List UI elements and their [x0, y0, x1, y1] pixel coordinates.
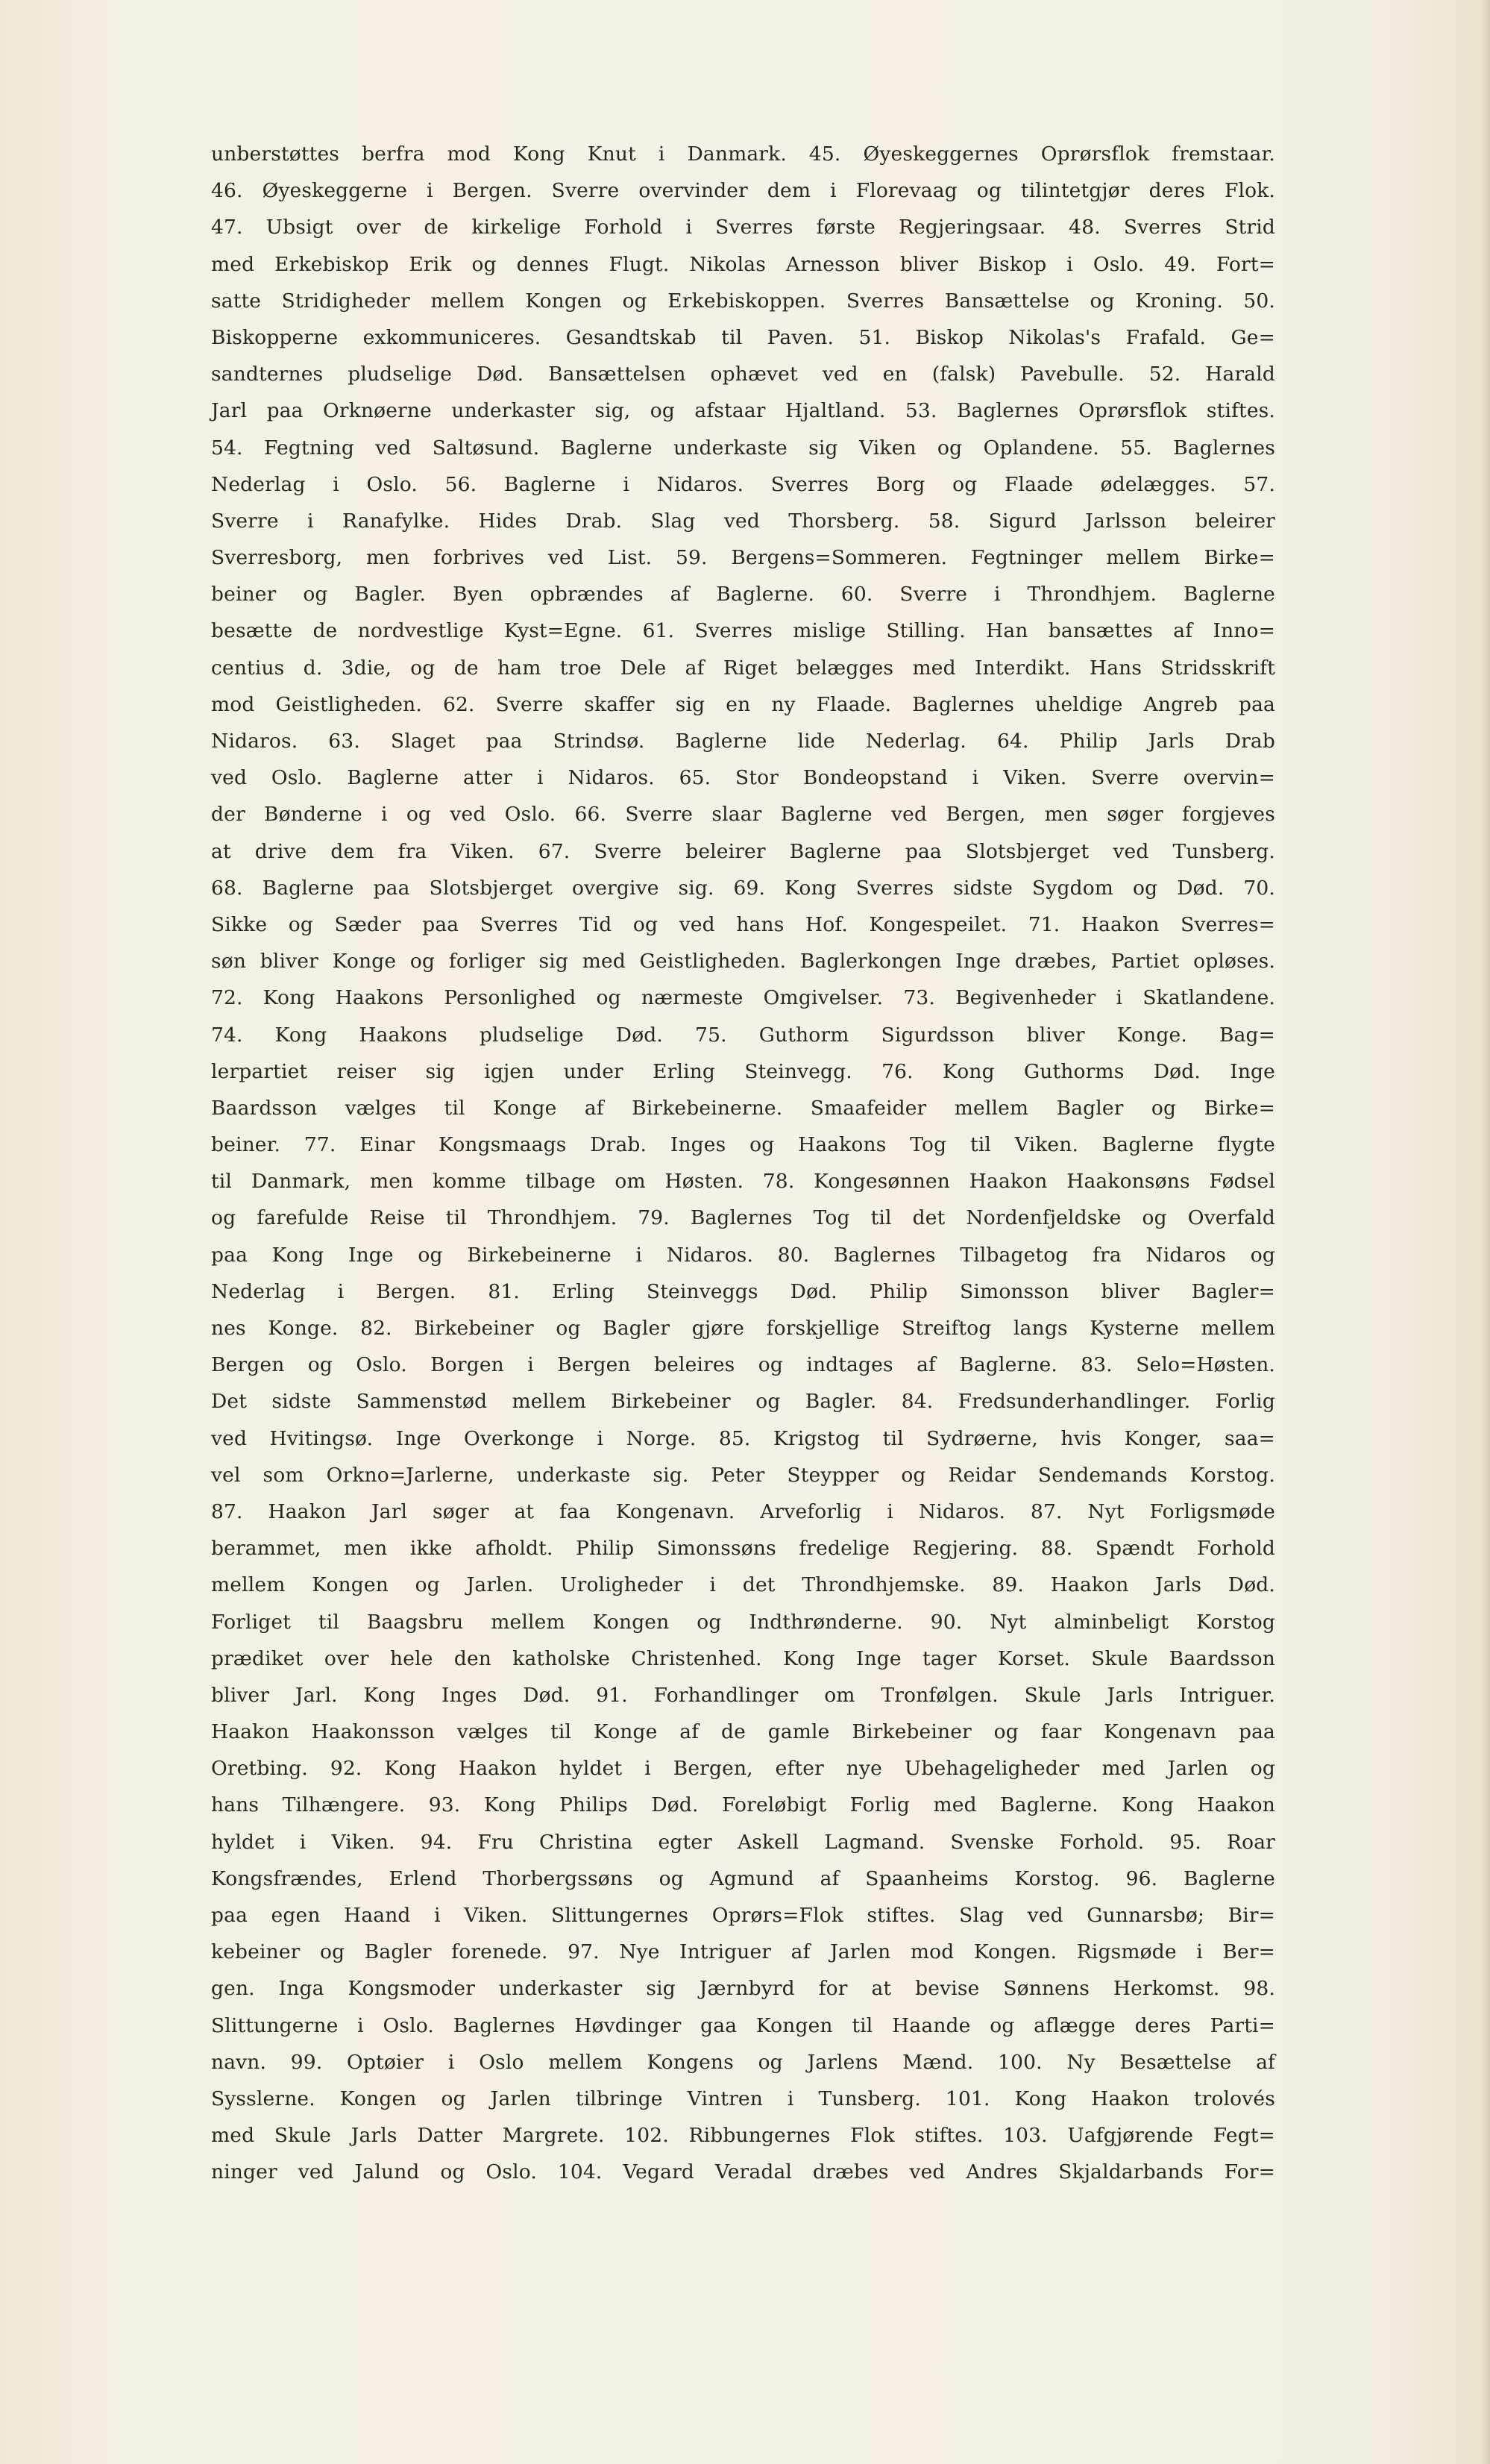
text-line: Jarl paa Orknøerne underkaster sig, og afstaar Hjaltland. 53. Baglernes Oprørsflok stiftes.	[211, 399, 1275, 423]
text-line: Det sidste Sammenstød mellem Birkebeiner og Bagler. 84. Fredsunderhandlinger. Forlig	[211, 1390, 1275, 1414]
text-line: 46. Øyeskeggerne i Bergen. Sverre overvinder dem i Florevaag og tilintetgjør deres Flok.	[211, 179, 1275, 203]
text-line: søn bliver Konge og forliger sig med Geistligheden. Baglerkongen Inge dræbes, Partiet opløses.	[211, 950, 1275, 974]
text-line: ninger ved Jalund og Oslo. 104. Vegard Veradal dræbes ved Andres Skjaldarbands For=	[211, 2160, 1275, 2184]
text-line: lerpartiet reiser sig igjen under Erling Steinvegg. 76. Kong Guthorms Død. Inge	[211, 1059, 1275, 1083]
text-line: Kongsfrændes, Erlend Thorbergssøns og Agmund af Spaanheims Korstog. 96. Baglerne	[211, 1866, 1275, 1890]
text-line: 87. Haakon Jarl søger at faa Kongenavn. Arveforlig i Nidaros. 87. Nyt Forligsmøde	[211, 1499, 1275, 1523]
text-line: Baardsson vælges til Konge af Birkebeinerne. Smaafeider mellem Bagler og Birke=	[211, 1096, 1275, 1120]
text-line: ved Oslo. Baglerne atter i Nidaros. 65. Stor Bondeopstand i Viken. Sverre overvin=	[211, 766, 1275, 790]
text-line: besætte de nordvestlige Kyst=Egne. 61. Sverres mislige Stilling. Han bansættes af Inno=	[211, 619, 1275, 643]
text-line: 74. Kong Haakons pludselige Død. 75. Guthorm Sigurdsson bliver Konge. Bag=	[211, 1023, 1275, 1047]
text-line: berammet, men ikke afholdt. Philip Simonssøns fredelige Regjering. 88. Spændt Forhold	[211, 1537, 1275, 1561]
text-line: 47. Ubsigt over de kirkelige Forhold i Sverres første Regjeringsaar. 48. Sverres Strid	[211, 216, 1275, 239]
text-line: satte Stridigheder mellem Kongen og Erkebiskoppen. Sverres Bansættelse og Kroning. 50.	[211, 289, 1275, 313]
text-line: vel som Orkno=Jarlerne, underkaste sig. Peter Steypper og Reidar Sendemands Korstog.	[211, 1463, 1275, 1487]
text-line: nes Konge. 82. Birkebeiner og Bagler gjøre forskjellige Streiftog langs Kysterne mellem	[211, 1317, 1275, 1340]
text-line: med Skule Jarls Datter Margrete. 102. Ribbungernes Flok stiftes. 103. Uafgjørende Fegt=	[211, 2124, 1275, 2148]
text-line: Nederlag i Oslo. 56. Baglerne i Nidaros. Sverres Borg og Flaade ødelægges. 57.	[211, 472, 1275, 496]
text-line: Sverre i Ranafylke. Hides Drab. Slag ved Thorsberg. 58. Sigurd Jarlsson beleirer	[211, 509, 1275, 533]
text-line: Slittungerne i Oslo. Baglernes Høvdinger gaa Kongen til Haande og aflægge deres Parti=	[211, 2013, 1275, 2037]
text-line: bliver Jarl. Kong Inges Død. 91. Forhandlinger om Tronfølgen. Skule Jarls Intriguer.	[211, 1683, 1275, 1707]
text-line: sandternes pludselige Død. Bansættelsen ophævet ved en (falsk) Pavebulle. 52. Harald	[211, 363, 1275, 386]
text-line: Forliget til Baagsbru mellem Kongen og Indthrønderne. 90. Nyt alminbeligt Korstog	[211, 1610, 1275, 1634]
text-line: navn. 99. Optøier i Oslo mellem Kongens og Jarlens Mænd. 100. Ny Besættelse af	[211, 2050, 1275, 2074]
page-edge-shadow	[1480, 0, 1490, 2464]
text-line: kebeiner og Bagler forenede. 97. Nye Intriguer af Jarlen mod Kongen. Rigsmøde i Ber=	[211, 1940, 1275, 1964]
text-line: Oretbing. 92. Kong Haakon hyldet i Bergen, efter nye Ubehageligheder med Jarlen og	[211, 1757, 1275, 1781]
text-line: mod Geistligheden. 62. Sverre skaffer sig en ny Flaade. Baglernes uheldige Angreb paa	[211, 692, 1275, 716]
text-line: hans Tilhængere. 93. Kong Philips Død. Foreløbigt Forlig med Baglerne. Kong Haakon	[211, 1793, 1275, 1817]
text-line: beiner og Bagler. Byen opbrændes af Baglerne. 60. Sverre i Throndhjem. Baglerne	[211, 583, 1275, 606]
text-line: mellem Kongen og Jarlen. Uroligheder i det Throndhjemske. 89. Haakon Jarls Død.	[211, 1573, 1275, 1597]
text-line: hyldet i Viken. 94. Fru Christina egter Askell Lagmand. Svenske Forhold. 95. Roar	[211, 1830, 1275, 1854]
text-line: Biskopperne exkommuniceres. Gesandtskab til Paven. 51. Biskop Nikolas's Frafald. Ge=	[211, 325, 1275, 349]
text-line: til Danmark, men komme tilbage om Høsten. 78. Kongesønnen Haakon Haakonsøns Fødsel	[211, 1170, 1275, 1194]
text-line: paa egen Haand i Viken. Slittungernes Oprørs=Flok stiftes. Slag ved Gunnarsbø; Bir=	[211, 1904, 1275, 1927]
text-line: 72. Kong Haakons Personlighed og nærmeste Omgivelser. 73. Begivenheder i Skatlandene.	[211, 986, 1275, 1010]
text-line: Sikke og Sæder paa Sverres Tid og ved hans Hof. Kongespeilet. 71. Haakon Sverres=	[211, 912, 1275, 936]
text-line	[211, 2191, 1275, 2228]
text-line: ved Hvitingsø. Inge Overkonge i Norge. 85. Krigstog til Sydrøerne, hvis Konger, saa=	[211, 1426, 1275, 1450]
text-line: Sysslerne. Kongen og Jarlen tilbringe Vintren i Tunsberg. 101. Kong Haakon trolovés	[211, 2087, 1275, 2110]
text-line: prædiket over hele den katholske Christenhed. Kong Inge tager Korset. Skule Baardsson	[211, 1646, 1275, 1670]
text-line: 68. Baglerne paa Slotsbjerget overgive sig. 69. Kong Sverres sidste Sygdom og Død. 70.	[211, 876, 1275, 900]
text-line: 54. Fegtning ved Saltøsund. Baglerne underkaste sig Viken og Oplandene. 55. Baglernes	[211, 436, 1275, 460]
text-line: med Erkebiskop Erik og dennes Flugt. Nikolas Arnesson bliver Biskop i Oslo. 49. Fort=	[211, 252, 1275, 276]
text-line: Sverresborg, men forbrives ved List. 59. Bergens=Sommeren. Fegtninger mellem Birke=	[211, 546, 1275, 570]
text-line: Haakon Haakonsson vælges til Konge af de gamle Birkebeiner og faar Kongenavn paa	[211, 1720, 1275, 1744]
text-line: paa Kong Inge og Birkebeinerne i Nidaros. 80. Baglernes Tilbagetog fra Nidaros og	[211, 1243, 1275, 1267]
text-line: Nidaros. 63. Slaget paa Strindsø. Baglerne lide Nederlag. 64. Philip Jarls Drab	[211, 730, 1275, 753]
text-line: Nederlag i Bergen. 81. Erling Steinveggs Død. Philip Simonsson bliver Bagler=	[211, 1279, 1275, 1303]
text-block	[211, 136, 1275, 2228]
text-line: at drive dem fra Viken. 67. Sverre beleirer Baglerne paa Slotsbjerget ved Tunsberg.	[211, 839, 1275, 863]
text-line: beiner. 77. Einar Kongsmaags Drab. Inges og Haakons Tog til Viken. Baglerne flygte	[211, 1133, 1275, 1157]
text-line: centius d. 3die, og de ham troe Dele af Riget belægges med Interdikt. Hans Stridsskrift	[211, 656, 1275, 680]
text-line: der Bønderne i og ved Oslo. 66. Sverre slaar Baglerne ved Bergen, men søger forgjeves	[211, 803, 1275, 827]
text-line: Bergen og Oslo. Borgen i Bergen beleires og indtages af Baglerne. 83. Selo=Høsten.	[211, 1353, 1275, 1377]
text-line: og farefulde Reise til Throndhjem. 79. Baglernes Tog til det Nordenfjeldske og Overfald	[211, 1206, 1275, 1230]
text-line: gen. Inga Kongsmoder underkaster sig Jærnbyrd for at bevise Sønnens Herkomst. 98.	[211, 1977, 1275, 2001]
text-line: unberstøttes berfra mod Kong Knut i Danmark. 45. Øyeskeggernes Oprørsflok fremstaar.	[211, 142, 1275, 166]
